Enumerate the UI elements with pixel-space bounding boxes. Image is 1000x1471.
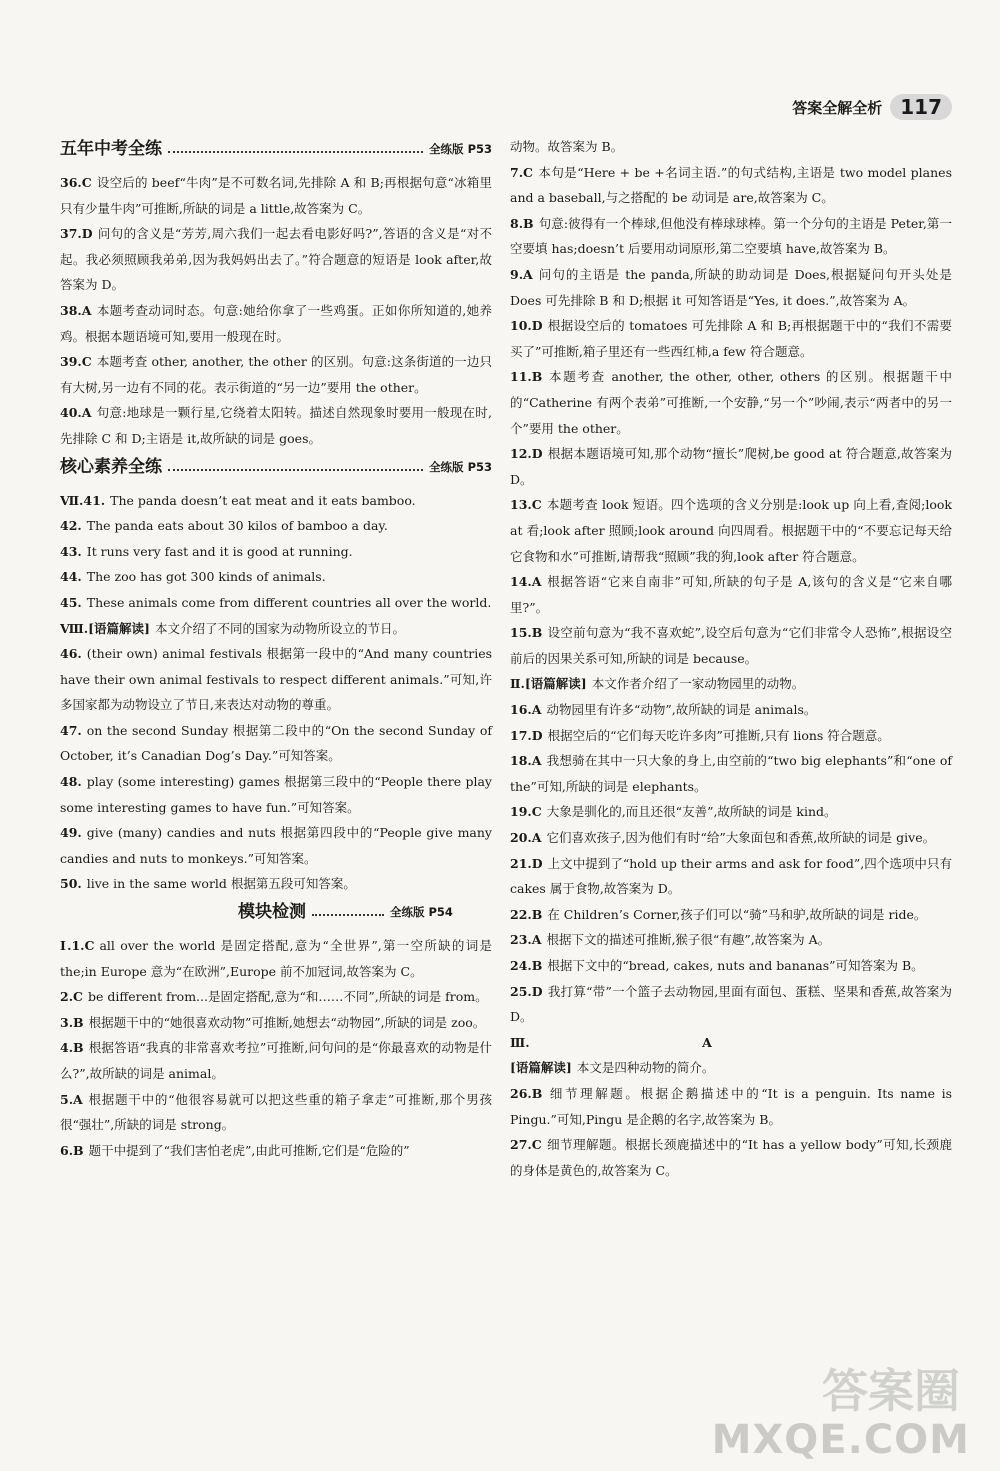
item-number: 14.A xyxy=(510,574,542,590)
answer-item xyxy=(510,313,952,364)
item-explanation: 根据设空后的 tomatoes 可先排除 A 和 B;再根据题干中的“我们不需要买了”可推断,箱子里还有一些西红柿,a few 符合题意。 xyxy=(510,318,952,359)
item-number: 39.C xyxy=(60,354,92,370)
part-header xyxy=(510,1030,952,1056)
item-explanation: (their own) animal festivals 根据第一段中的“And many countries have their own animal festivals to respect different animals.”可知,许多国家都为动物设立了节日,来表达对动物的尊重。 xyxy=(60,646,492,713)
item-number: 43. xyxy=(60,543,82,559)
answer-item xyxy=(60,1035,492,1086)
answer-item xyxy=(60,1138,492,1164)
item-number: 44. xyxy=(60,569,82,585)
section-header xyxy=(60,136,492,164)
item-number: 50. xyxy=(60,876,82,892)
item-explanation: It runs very fast and it is good at running. xyxy=(86,543,353,559)
answer-item xyxy=(60,349,492,400)
item-explanation: on the second Sunday 根据第二段中的“On the second Sunday of October, it’s Canadian Dog’s Day.”可知答案。 xyxy=(60,722,492,764)
item-explanation: 问句的含义是“芳芳,周六我们一起去看电影好吗?”,答语的含义是“对不起。我必须照顾我弟弟,因为我妈妈出去了。”符合题意的短语是 look after,故答案为 D。 xyxy=(60,226,492,293)
answer-item xyxy=(60,400,492,451)
item-number: 47. xyxy=(60,722,82,738)
answer-item xyxy=(60,170,492,221)
section-leader-dots xyxy=(168,151,423,153)
item-explanation: be different from...是固定搭配,意为“和……不同”,所缺的词是 from。 xyxy=(88,989,488,1005)
item-explanation: 本文是四种动物的简介。 xyxy=(576,1060,715,1076)
item-number: 7.C xyxy=(510,164,533,180)
item-explanation: 我想骑在其中一只大象的身上,由空前的“two big elephants”和“one of the”可知,所缺的词是 elephants。 xyxy=(510,753,952,794)
answer-item xyxy=(60,769,492,820)
item-explanation: These animals come from different countries all over the world. xyxy=(86,594,492,610)
answer-item xyxy=(510,262,952,313)
item-number: Ⅱ.[语篇解读] xyxy=(510,676,587,692)
answer-item xyxy=(510,697,952,723)
item-number: 11.B xyxy=(510,369,543,385)
item-explanation: 题干中提到了“我们害怕老虎”,由此可推断,它们是“危险的” xyxy=(88,1142,410,1158)
answer-item xyxy=(60,1010,492,1036)
answer-item xyxy=(510,927,952,953)
item-explanation: 大象是驯化的,而且还很“友善”,故所缺的词是 kind。 xyxy=(546,804,837,820)
answer-item xyxy=(60,590,492,616)
answer-item xyxy=(510,364,952,441)
answer-item xyxy=(60,984,492,1010)
answer-item xyxy=(510,825,952,851)
item-explanation: 本句是“Here + be +名词主语.”的句式结构,主语是 two model planes and a baseball,与之搭配的 be 动词是 are,故答案为 C。 xyxy=(510,164,952,206)
section-version: 全练版 P53 xyxy=(429,142,492,157)
item-explanation: 细节理解题。根据企鹅描述中的“It is a penguin. Its name is Pingu.”可知,Pingu 是企鹅的名字,故答案为 B。 xyxy=(510,1085,952,1127)
answer-continuation: 动物。故答案为 B。 xyxy=(510,139,624,154)
answer-item xyxy=(60,718,492,769)
item-number: Ⅶ.41. xyxy=(60,492,106,508)
item-explanation: 根据本题语境可知,那个动物“擅长”爬树,be good at 符合题意,故答案为 D。 xyxy=(510,446,952,487)
item-explanation: 在 Children’s Corner,孩子们可以“骑”马和驴,故所缺的词是 ride。 xyxy=(547,906,927,922)
answer-item xyxy=(60,221,492,298)
item-explanation: The panda eats about 30 kilos of bamboo a day. xyxy=(86,518,388,534)
answer-item xyxy=(510,799,952,825)
answer-item xyxy=(510,569,952,620)
item-number: Ⅲ. xyxy=(510,1034,530,1050)
item-explanation: 本题考查 look 短语。四个选项的含义分别是:look up 向上看,查阅;look at 看;look after 照顾;look around 向四周看。根据题干中的“不要忘记每天给它食物和水”可推断,请帮我“照顾”我的狗,look after 符合题意。 xyxy=(510,497,952,564)
answer-item xyxy=(510,902,952,928)
watermark-url: MXQE.COM xyxy=(711,1417,970,1463)
item-number: 8.B xyxy=(510,215,534,231)
item-explanation: The zoo has got 300 kinds of animals. xyxy=(86,569,326,585)
item-number: 42. xyxy=(60,518,82,534)
item-number: 26.B xyxy=(510,1085,543,1101)
item-number: 13.C xyxy=(510,497,542,513)
answer-item xyxy=(60,933,492,984)
item-number: 23.A xyxy=(510,932,542,948)
answer-item xyxy=(510,723,952,749)
section-leader-dots xyxy=(312,914,384,916)
item-explanation: 本题考查动词时态。句意:她给你拿了一些鸡蛋。正如你所知道的,她养鸡。根据本题语境可知,要用一般现在时。 xyxy=(60,302,492,344)
item-number: 20.A xyxy=(510,830,542,846)
answer-item xyxy=(510,620,952,671)
answer-item xyxy=(510,1132,952,1183)
item-number: 9.A xyxy=(510,266,533,282)
answer-item xyxy=(60,641,492,718)
item-explanation: play (some interesting) games 根据第三段中的“People there play some interesting games to have fun.”可知答案。 xyxy=(60,774,492,815)
item-explanation: 上文中提到了“hold up their arms and ask for food”,四个选项中只有 cakes 属于食物,故答案为 D。 xyxy=(510,855,952,897)
item-explanation: 细节理解题。根据长颈鹿描述中的“It has a yellow body”可知,长颈鹿的身体是黄色的,故答案为 C。 xyxy=(510,1137,952,1178)
page-header xyxy=(792,94,952,120)
item-number: 18.A xyxy=(510,753,542,769)
answer-item xyxy=(510,953,952,979)
item-explanation: 根据空后的“它们每天吃许多肉”可推断,只有 lions 符合题意。 xyxy=(547,727,890,743)
right-column xyxy=(510,134,952,1183)
item-number: 5.A xyxy=(60,1091,83,1107)
item-number: 49. xyxy=(60,825,82,841)
watermark-logo-text: 答案圈 xyxy=(822,1364,960,1418)
item-explanation: 句意:彼得有一个棒球,但他没有棒球球棒。第一个分句的主语是 Peter,第一空要填 has;doesn’t 后要用动词原形,第二空要填 have,故答案为 B。 xyxy=(510,215,952,257)
answer-item xyxy=(60,513,492,539)
item-explanation: give (many) candies and nuts 根据第四段中的“People give many candies and nuts to monkeys.”可知答案。 xyxy=(60,825,492,866)
left-column xyxy=(60,134,492,1163)
section-leader-dots xyxy=(168,469,423,471)
item-explanation: 根据答语“它来自南非”可知,所缺的句子是 A,该句的含义是“它来自哪里?”。 xyxy=(510,574,952,615)
item-explanation: 根据答语“我真的非常喜欢考拉”可推断,问句问的是“你最喜欢的动物是什么?”,故所缺的词是 animal。 xyxy=(60,1040,492,1081)
item-number: Ⅷ.[语篇解读] xyxy=(60,620,150,636)
item-explanation: 本题考查 another, the other, other, others 的区别。根据题干中的“Catherine 有两个表弟”可推断,一个安静,“另一个”吵闹,表示“两者中的另一个”要用 the other。 xyxy=(510,369,952,436)
answer-item xyxy=(60,871,492,897)
item-number: 2.C xyxy=(60,989,83,1005)
item-explanation: 设空后的 beef“牛肉”是不可数名词,先排除 A 和 B;再根据句意“冰箱里只有少量牛肉”可推断,所缺的词是 a little,故答案为 C。 xyxy=(60,175,492,216)
answer-item xyxy=(510,979,952,1030)
answer-item xyxy=(60,564,492,590)
answer-item xyxy=(510,211,952,262)
item-explanation: The panda doesn’t eat meat and it eats bamboo. xyxy=(110,492,416,508)
item-number: 38.A xyxy=(60,302,92,318)
item-number: 12.D xyxy=(510,446,543,462)
item-explanation: all over the world 是固定搭配,意为“全世界”,第一空所缺的词是 the;in Europe 意为“在欧洲”,Europe 前不加冠词,故答案为 C。 xyxy=(60,938,492,979)
item-number: 36.C xyxy=(60,175,92,190)
section-title: 核心素养全练 xyxy=(60,456,162,477)
answer-item xyxy=(510,851,952,902)
item-number: 15.B xyxy=(510,625,543,641)
answer-item xyxy=(60,616,492,642)
item-number: 25.D xyxy=(510,983,543,999)
item-number: 40.A xyxy=(60,405,92,421)
item-explanation: 问句的主语是 the panda,所缺的助动词是 Does,根据疑问句开头处是 Does 可先排除 B 和 D;根据 it 可知答语是“Yes, it does.”,故答案为 A。 xyxy=(510,266,952,308)
item-explanation: 本文介绍了不同的国家为动物所设立的节日。 xyxy=(154,620,405,636)
item-number: 48. xyxy=(60,774,82,790)
item-number: 37.D xyxy=(60,226,93,242)
item-number: 17.D xyxy=(510,727,543,743)
section-version: 全练版 P53 xyxy=(429,459,492,474)
item-number: Ⅰ.1.C xyxy=(60,938,95,954)
item-number: 6.B xyxy=(60,1142,84,1158)
item-explanation: 它们喜欢孩子,因为他们有时“给”大象面包和香蕉,故所缺的词是 give。 xyxy=(546,830,936,846)
header-title: 答案全解全析 xyxy=(792,98,883,117)
answer-item xyxy=(510,160,952,211)
item-explanation: 句意:地球是一颗行星,它绕着太阳转。描述自然现象时要用一般现在时,先排除 C 和 D;主语是 it,故所缺的词是 goes。 xyxy=(60,405,492,446)
item-number: 16.A xyxy=(510,702,542,718)
answer-item xyxy=(60,539,492,565)
item-number: 46. xyxy=(60,646,82,662)
item-number: 24.B xyxy=(510,958,543,973)
item-number: [语篇解读] xyxy=(510,1060,572,1076)
item-number: 4.B xyxy=(60,1040,84,1056)
item-explanation: 本题考查 other, another, the other 的区别。句意:这条街道的一边只有大树,另一边有不同的花。表示街道的“另一边”要用 the other。 xyxy=(60,354,492,395)
answer-item xyxy=(510,441,952,492)
item-explanation: 根据下文中的“bread, cakes, nuts and bananas”可知答案为 B。 xyxy=(547,958,924,973)
answer-item xyxy=(510,748,952,799)
section-title: 五年中考全练 xyxy=(60,139,162,160)
answer-item xyxy=(60,820,492,871)
passage-letter: A xyxy=(702,1034,712,1050)
item-number: 45. xyxy=(60,594,82,610)
item-explanation: live in the same world 根据第五段可知答案。 xyxy=(86,876,356,892)
section-header xyxy=(60,454,492,482)
section-version: 全练版 P54 xyxy=(390,905,453,920)
item-number: 21.D xyxy=(510,855,543,871)
item-explanation: 设空前句意为“我不喜欢蛇”,设空后句意为“它们非常令人恐怖”,根据设空前后的因果关系可知,所缺的词是 because。 xyxy=(510,625,952,666)
answer-item xyxy=(510,1081,952,1132)
answer-item xyxy=(60,488,492,514)
item-number: 3.B xyxy=(60,1014,84,1030)
answer-item xyxy=(510,492,952,569)
item-explanation: 本文作者介绍了一家动物园里的动物。 xyxy=(591,676,805,692)
item-explanation: 根据题干中的“他很容易就可以把这些重的箱子拿走”可推断,那个男孩很“强壮”,所缺的词是 strong。 xyxy=(60,1091,492,1133)
item-number: 19.C xyxy=(510,804,542,820)
item-number: 22.B xyxy=(510,906,543,922)
answer-item xyxy=(510,671,952,697)
item-explanation: 根据下文的描述可推断,猴子很“有趣”,故答案为 A。 xyxy=(546,932,831,948)
section-title: 模块检测 xyxy=(238,902,306,923)
answer-item xyxy=(60,298,492,349)
item-explanation: 动物园里有许多“动物”,故所缺的词是 animals。 xyxy=(546,702,817,718)
item-explanation: 我打算“带”一个篮子去动物园,里面有面包、蛋糕、坚果和香蕉,故答案为 D。 xyxy=(510,983,952,1025)
answer-item xyxy=(60,1087,492,1138)
item-number: 10.D xyxy=(510,318,543,334)
item-number: 27.C xyxy=(510,1137,542,1153)
answer-item xyxy=(510,1055,952,1081)
section-header xyxy=(60,899,492,927)
page-number: 117 xyxy=(890,94,952,120)
item-explanation: 根据题干中的“她很喜欢动物”可推断,她想去“动物园”,所缺的词是 zoo。 xyxy=(88,1014,486,1030)
